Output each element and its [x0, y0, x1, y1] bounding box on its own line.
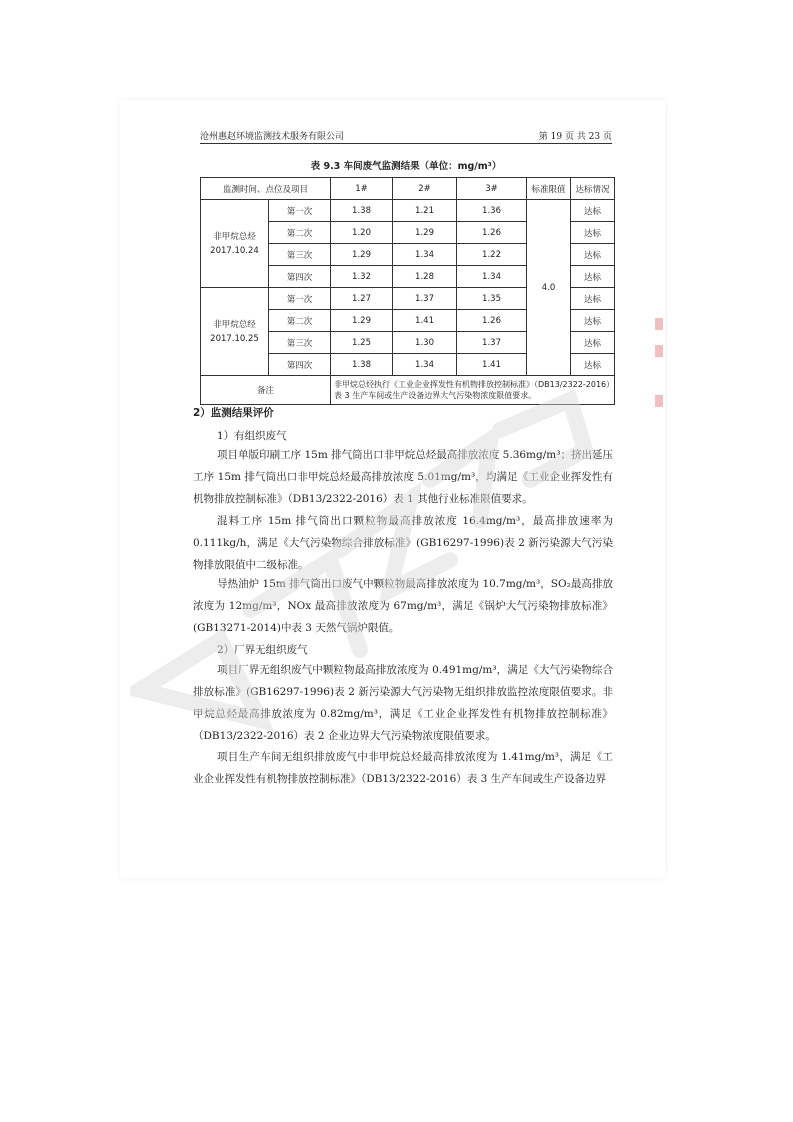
section-heading: 2）监测结果评价	[193, 407, 274, 419]
status-cell: 达标	[571, 266, 615, 288]
table-cell: 1.35	[457, 288, 527, 310]
company-name: 沧州惠赵环境监测技术服务有限公司	[200, 132, 345, 142]
table-cell: 1.29	[393, 222, 457, 244]
table-cell: 1.28	[393, 266, 457, 288]
paragraph: 项目厂界无组织废气中颗粒物最高排放浓度为 0.491mg/m³，满足《大气污染物综合排放标准》(GB16297-1996)表 2 新污染源大气污染物无组织排放监控浓度限值要求。非甲烷总烃最高排放浓度为 0.82mg/m³，满足《工业企业挥发性有机物排放控制标准》（DB13/2322-2016）表 2 企业边界大气污染物浓度限值要求。	[193, 664, 613, 742]
column-header: 2#	[393, 178, 457, 200]
table-cell: 1.36	[457, 200, 527, 222]
table-cell: 1.32	[331, 266, 393, 288]
status-cell: 达标	[571, 310, 615, 332]
table-note-row	[201, 376, 615, 405]
row-label: 第二次	[269, 222, 331, 244]
table-cell: 1.37	[393, 288, 457, 310]
group-label: 非甲烷总烃 2017.10.24	[201, 200, 269, 288]
status-cell: 达标	[571, 288, 615, 310]
paragraph: 项目单版印刷工序 15m 排气筒出口非甲烷总烃最高排放浓度 5.36mg/m³；挤出延压工序 15m 排气筒出口非甲烷总烃最高排放浓度 5.01mg/m³，均满足《工业企业挥发性有机物排放控制标准》（DB13/2322-2016）表 1 其他行业标准限值要求。	[193, 449, 613, 505]
table-cell: 1.26	[457, 310, 527, 332]
standard-limit-cell: 4.0	[527, 200, 571, 376]
column-header: 监测时间、点位及项目	[201, 178, 331, 200]
table-cell: 1.21	[393, 200, 457, 222]
table-header-row	[201, 178, 615, 200]
table-cell: 1.41	[457, 354, 527, 376]
note-label: 备注	[201, 376, 331, 405]
status-cell: 达标	[571, 244, 615, 266]
paragraph: 导热油炉 15m 排气筒出口废气中颗粒物最高排放浓度为 10.7mg/m³，SO₂最高排放浓度为 12mg/m³，NOx 最高排放浓度为 67mg/m³，满足《锅炉大气污染物排放标准》(GB13271-2014)中表 3 天然气锅炉限值。	[193, 578, 613, 634]
group-label: 非甲烷总经 2017.10.25	[201, 288, 269, 376]
row-label: 第一次	[269, 200, 331, 222]
status-cell: 达标	[571, 222, 615, 244]
table-cell: 1.38	[331, 354, 393, 376]
row-label: 第一次	[269, 288, 331, 310]
status-cell: 达标	[571, 200, 615, 222]
table-cell: 1.30	[393, 332, 457, 354]
paragraph: 项目生产车间无组织排放废气中非甲烷总烃最高排放浓度为 1.41mg/m³，满足《工业企业挥发性有机物排放控制标准》（DB13/2322-2016）表 3 生产车间或生产设备边界	[193, 751, 613, 785]
edge-stamp-mark	[655, 345, 663, 357]
status-cell: 达标	[571, 354, 615, 376]
page-number: 第 19 页 共 23 页	[538, 132, 612, 142]
paragraph: 混料工序 15m 排气筒出口颗粒物最高排放浓度 16.4mg/m³，最高排放速率为 0.111kg/h，满足《大气污染物综合排放标准》(GB16297-1996)表 2 新污染源大气污染物排放限值中二级标准。	[193, 515, 613, 571]
column-header: 1#	[331, 178, 393, 200]
row-label: 第二次	[269, 310, 331, 332]
table-row	[201, 200, 615, 222]
table-cell: 1.26	[457, 222, 527, 244]
subsection-heading: 1）有组织废气	[217, 430, 287, 442]
subsection-heading: 2）厂界无组织废气	[217, 644, 308, 656]
column-header: 3#	[457, 178, 527, 200]
row-label: 第四次	[269, 266, 331, 288]
table-cell: 1.34	[393, 354, 457, 376]
table-cell: 1.22	[457, 244, 527, 266]
table-cell: 1.41	[393, 310, 457, 332]
header-rule	[200, 143, 612, 144]
table-cell: 1.27	[331, 288, 393, 310]
table-cell: 1.25	[331, 332, 393, 354]
column-header: 标准限值	[527, 178, 571, 200]
page-header	[200, 127, 612, 143]
status-cell: 达标	[571, 332, 615, 354]
monitoring-results-table	[200, 177, 615, 405]
edge-stamp-mark	[655, 318, 663, 330]
table-caption: 表 9.3 车间废气监测结果（单位：mg/m³）	[310, 161, 502, 172]
column-header: 达标情况	[571, 178, 615, 200]
row-label: 第三次	[269, 332, 331, 354]
table-cell: 1.34	[457, 266, 527, 288]
table-cell: 1.29	[331, 244, 393, 266]
row-label: 第四次	[269, 354, 331, 376]
edge-stamp-mark	[655, 395, 663, 407]
note-text: 非甲烷总烃执行《工业企业挥发性有机物排放控制标准》（DB13/2322-2016）表 3 生产车间或生产设备边界大气污染物浓度限值要求。	[331, 376, 615, 405]
table-cell: 1.34	[393, 244, 457, 266]
table-cell: 1.29	[331, 310, 393, 332]
table-cell: 1.20	[331, 222, 393, 244]
table-cell: 1.37	[457, 332, 527, 354]
row-label: 第三次	[269, 244, 331, 266]
table-cell: 1.38	[331, 200, 393, 222]
